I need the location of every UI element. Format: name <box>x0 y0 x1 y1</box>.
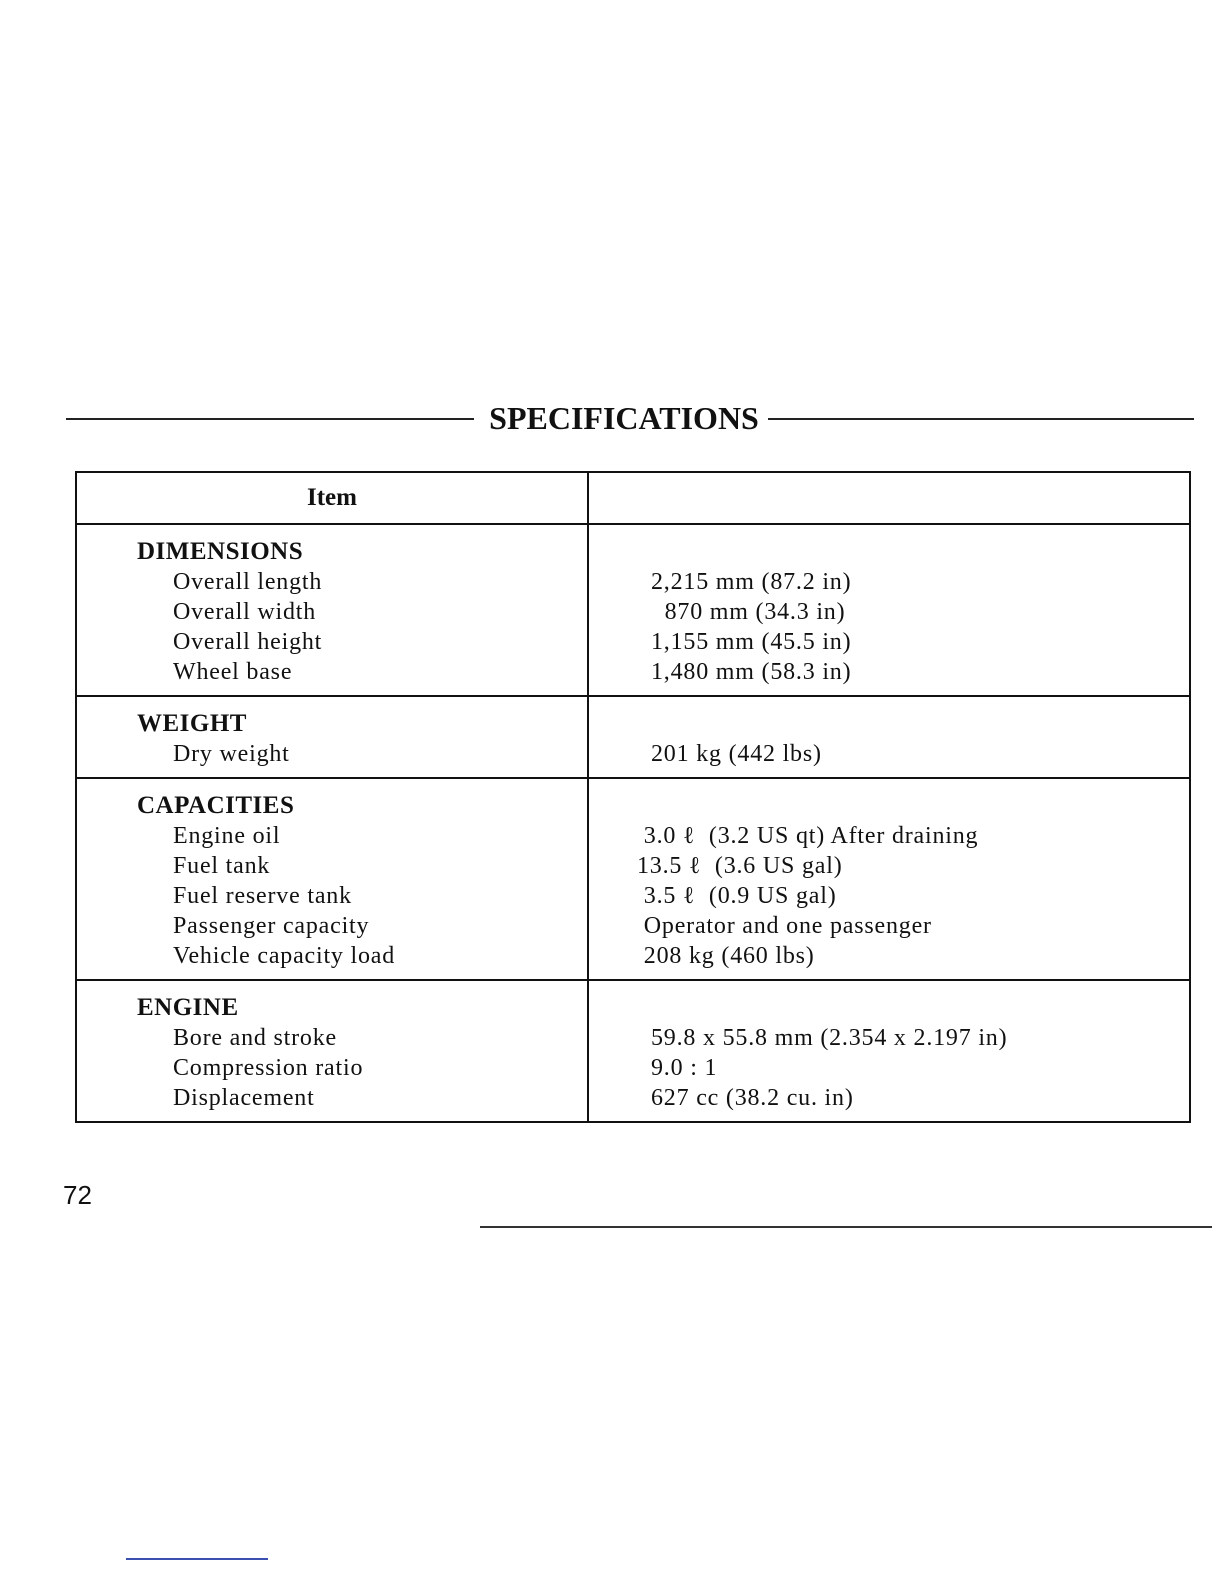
item-label: Overall height <box>173 629 323 655</box>
item-label: Engine oil <box>173 823 281 849</box>
page-title: SPECIFICATIONS <box>489 400 759 436</box>
item-value: 208 kg (460 lbs) <box>637 943 815 969</box>
section-heading: ENGINE <box>137 994 239 1021</box>
section-weight <box>77 695 1189 777</box>
section-engine <box>77 979 1189 1121</box>
item-label: Bore and stroke <box>173 1025 337 1051</box>
page-title-row <box>66 396 1194 440</box>
item-value: 13.5 ℓ (3.6 US gal) <box>637 853 843 879</box>
item-value: 2,215 mm (87.2 in) <box>651 569 852 595</box>
item-label: Overall width <box>173 599 317 625</box>
bottom-rule <box>480 1226 1212 1228</box>
title-rule-right <box>768 418 1194 420</box>
section-heading: WEIGHT <box>137 710 247 737</box>
item-label: Wheel base <box>173 659 293 685</box>
item-label: Vehicle capacity load <box>173 943 396 969</box>
title-rule-left <box>66 418 474 420</box>
item-value: 3.5 ℓ (0.9 US gal) <box>637 883 837 909</box>
item-label: Fuel reserve tank <box>173 883 352 909</box>
item-value: 3.0 ℓ (3.2 US qt) After draining <box>637 823 979 849</box>
header-item: Item <box>77 473 589 523</box>
item-value: 59.8 x 55.8 mm (2.354 x 2.197 in) <box>651 1025 1008 1051</box>
item-label: Overall length <box>173 569 323 595</box>
section-capacities <box>77 777 1189 979</box>
table-header-row <box>77 473 1189 523</box>
section-dimensions <box>77 523 1189 695</box>
item-value: 9.0 : 1 <box>651 1055 718 1081</box>
item-value: Operator and one passenger <box>637 913 932 939</box>
header-value <box>589 473 1189 523</box>
item-label: Displacement <box>173 1085 315 1111</box>
item-label: Passenger capacity <box>173 913 370 939</box>
footer-rule <box>126 1558 268 1560</box>
item-value: 201 kg (442 lbs) <box>651 741 822 767</box>
item-value: 1,480 mm (58.3 in) <box>651 659 852 685</box>
section-heading: CAPACITIES <box>137 792 295 819</box>
item-label: Fuel tank <box>173 853 271 879</box>
item-label: Dry weight <box>173 741 290 767</box>
section-heading: DIMENSIONS <box>137 538 304 565</box>
item-label: Compression ratio <box>173 1055 364 1081</box>
specifications-table <box>75 471 1191 1123</box>
item-value: 627 cc (38.2 cu. in) <box>651 1085 854 1111</box>
item-value: 870 mm (34.3 in) <box>651 599 846 625</box>
item-value: 1,155 mm (45.5 in) <box>651 629 852 655</box>
page-number: 72 <box>63 1180 92 1210</box>
